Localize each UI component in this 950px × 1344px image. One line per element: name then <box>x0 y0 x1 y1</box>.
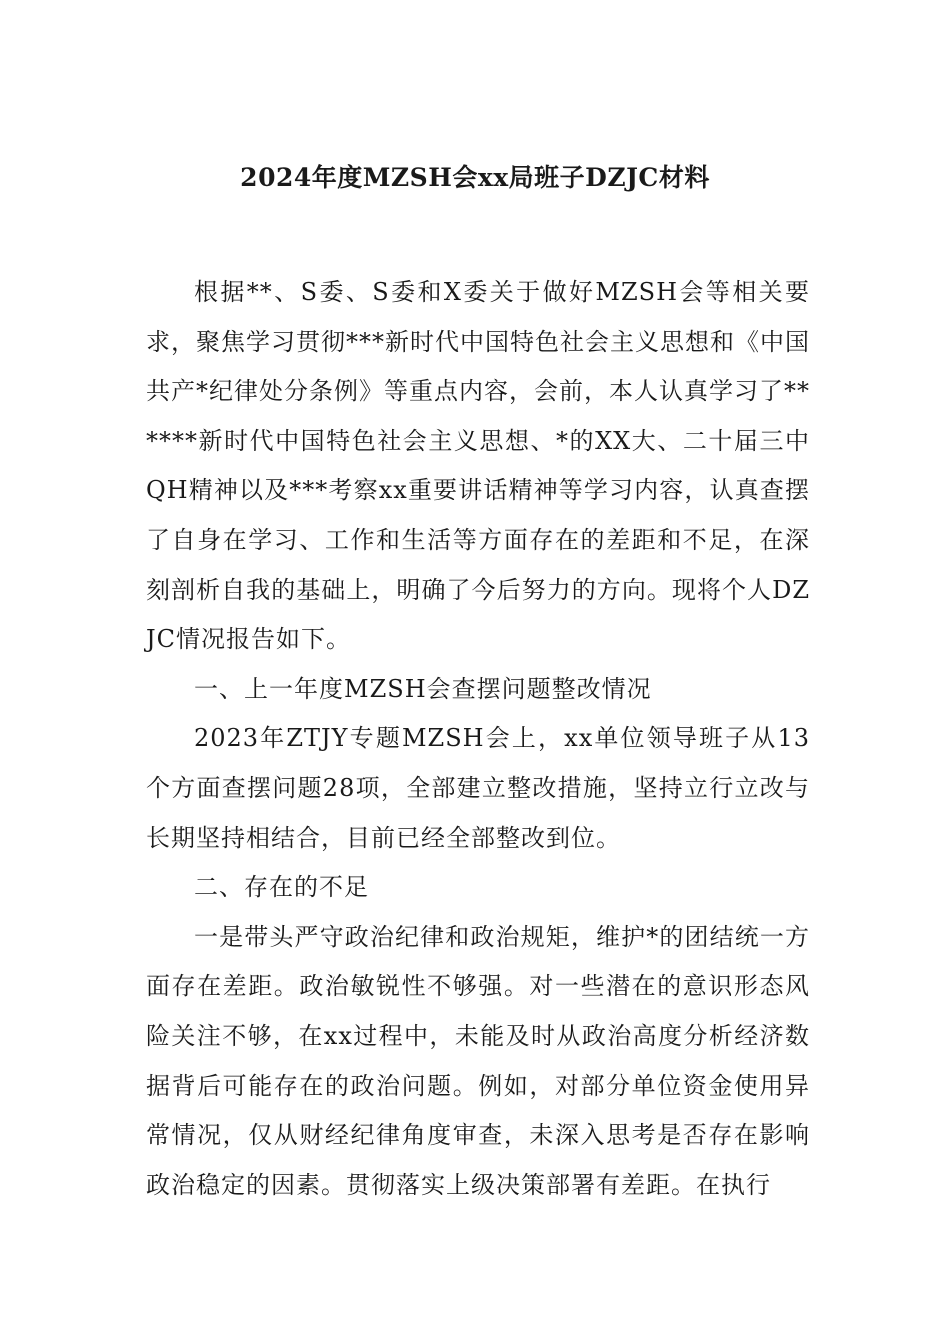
section-1-paragraph: 2023年ZTJY专题MZSH会上，xx单位领导班子从13个方面查摆问题28项，全部建立整改措施，坚持立行立改与长期坚持相结合，目前已经全部整改到位。 <box>146 724 810 852</box>
document-body <box>146 268 810 1210</box>
document-title: 2024年度MZSH会xx局班子DZJC材料 <box>240 163 710 192</box>
section-heading-2: 二、存在的不足 <box>194 873 369 902</box>
intro-paragraph: 根据**、S委、S委和X委关于做好MZSH会等相关要求，聚焦学习贯彻***新时代中国特色社会主义思想和《中国共产*纪律处分条例》等重点内容，会前，本人认真学习了******新时代中国特色社会主义思想、*的XX大、二十届三中QH精神以及***考察xx重要讲话精神等学习内容，认真查摆了自身在学习、工作和生活等方面存在的差距和不足，在深刻剖析自我的基础上，明确了今后努力的方向。现将个人DZJC情况报告如下。 <box>146 278 810 654</box>
section-heading-1: 一、上一年度MZSH会查摆问题整改情况 <box>194 674 652 703</box>
section-2-paragraph: 一是带头严守政治纪律和政治规矩，维护*的团结统一方面存在差距。政治敏锐性不够强。对一些潜在的意识形态风险关注不够，在xx过程中，未能及时从政治高度分析经济数据背后可能存在的政治问题。例如，对部分单位资金使用异常情况，仅从财经纪律角度审查，未深入思考是否存在影响政治稳定的因素。贯彻落实上级决策部署有差距。在执行 <box>146 922 810 1199</box>
